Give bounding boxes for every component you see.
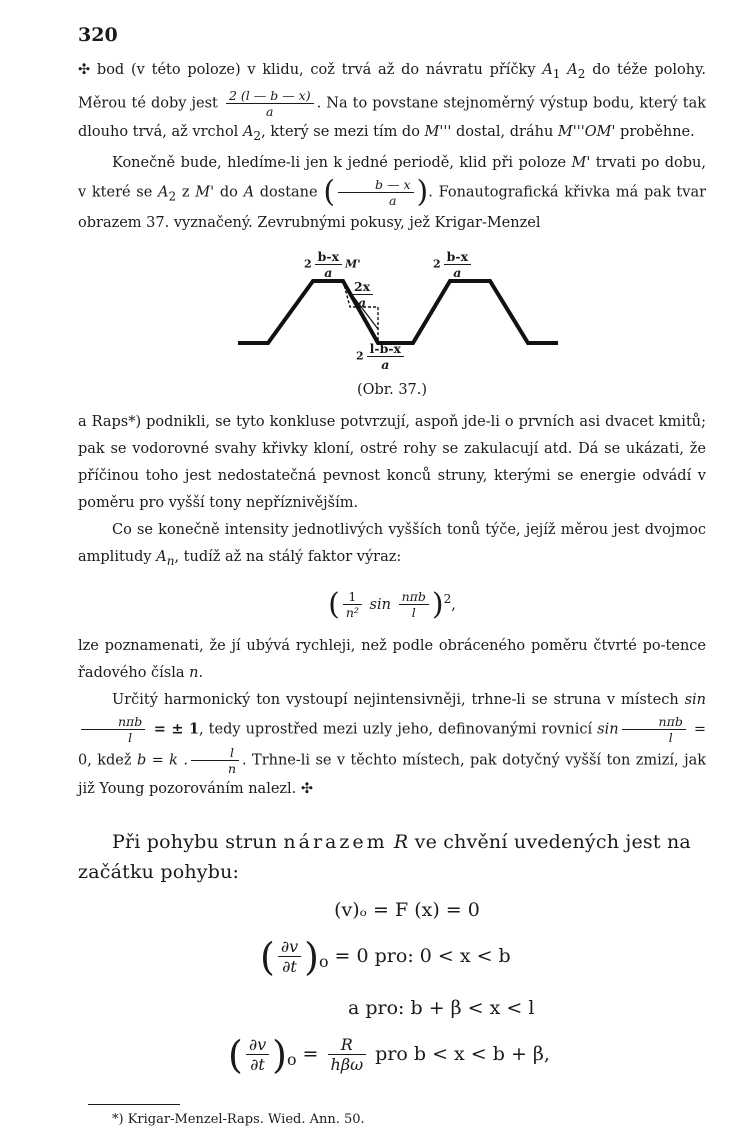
label-bottom: 2 $\frac{l-b-x}{a}$	[356, 341, 407, 372]
label-top-right: 2 $\frac{b-x}{a}$	[433, 249, 474, 280]
fraction: $\frac{b — x}{a}$	[338, 177, 414, 208]
equation-2: ( $\frac{\partial v}{\partial t}$ )$_o = 0$ pro: 0 < x < b	[260, 934, 511, 979]
footnote: *) Krigar-Menzel-Raps. Wied. Ann. 50.	[112, 1112, 365, 1128]
footnote-rule	[88, 1104, 180, 1105]
paragraph-1: ✣ bod (v této poloze) v klidu, což trvá až do návratu příčky $A_1$ $A_2$ do téže polohy. Měrou té doby jest $\frac{2 (l — b — x)}{a}$ . Na to povstane stejnoměrný výstup bodu, který tak dlouho trvá, až vrchol $A_2$, který se mezi tím do M''' dostal, dráhu M'''OM' proběhne.	[78, 62, 707, 143]
equation-1: (v)ₒ = F (x) = 0	[334, 898, 480, 921]
formula-intensity: ( $\frac{1}{\text{n²}}$ sin $\frac{\text{nπb}}{l}$ )$^2$,	[328, 586, 456, 622]
equation-3: a pro: b + β < x < l	[348, 996, 535, 1019]
label-top-left: 2 $\frac{b-x}{a}$ M'	[304, 249, 361, 281]
page-number: 320	[78, 24, 118, 46]
section-heading-paragraph: Při pohybu strun nárazem R ve chvění uvedených jest na začátku pohybu:	[78, 830, 691, 883]
figure-37	[78, 247, 706, 409]
paragraph-4: Co se konečně intensity jednotlivých vyšších tonů týče, jejíž měrou jest dvojmoc amplitudy $A_n$, tudíž až na stálý faktor výraz:	[78, 522, 706, 569]
paragraph-5: lze poznamenati, že jí ubývá rychleji, než podle obráceného poměru čtvrté po-tence řadového čísla n.	[78, 637, 706, 681]
figure-caption: (Obr. 37.)	[356, 382, 428, 399]
equation-4: ( $\frac{\partial v}{\partial t}$ )$_o$ = $\frac{R}{\text{hβω}}$ pro b < x < b + β,	[228, 1032, 550, 1077]
fraction: $\frac{2 (l — b — x)}{a}$	[226, 88, 314, 119]
paragraph-3: a Raps*) podnikli, se tyto konkluse potvrzují, aspoň jde-li o prvních asi dvacet kmitů; pak se vodorovné svahy křivky kloní, ostré rohy se zakulacují atd. Dá se ukázati, že příčinou toho jest nedostatečná pevnost konců struny, kterými se energie odvádí v poměru pro vyšší tony nepříznivějším.	[78, 414, 706, 512]
paragraph-2: Konečně bude, hledíme-li jen k jedné periodě, klid při poloze M' trvati po dobu, v které se $A_2$ z M' do A dostane ( $\frac{b — x}{a}$ ). Fonautografická křivka má pak tvar obrazem 37. vyznačený. Zevrubnými pokusy, jež Krigar-Menzel	[78, 154, 707, 232]
paragraph-6: Určitý harmonický ton vystoupí nejintensivněji, trhne-li se struna v místech sin $\frac{\text{nπb}}{l}$ = ± 1, tedy uprostřed mezi uzly jeho, definovanými rovnicí sin $\frac{\text{nπb}}{l}$ = 0, kdež b = k . $\frac{l}{n}$ . Trhne-li se v těchto místech, pak dotyčný vyšší ton zmizí, jak již Young pozorováním nalezl. ✣	[78, 691, 706, 797]
label-mid: $\frac{2x}{a}$	[348, 279, 376, 310]
